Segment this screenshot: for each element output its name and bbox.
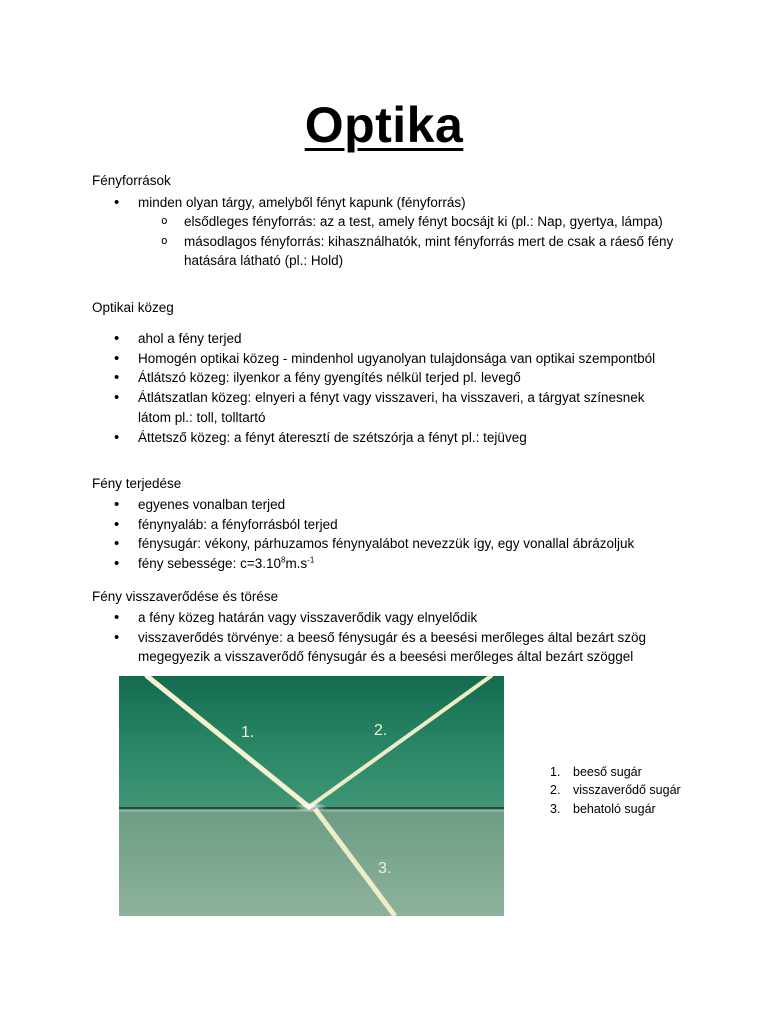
beam-label-2: 2. — [374, 722, 388, 739]
bullet-list-fenyforrasok — [138, 193, 678, 213]
bullet-list-optikai-kozeg — [138, 329, 678, 447]
list-item: • Áttetsző közeg: a fényt áteresztí de szétszórja a fényt pl.: tejüveg — [138, 428, 678, 448]
air-region — [119, 676, 504, 808]
list-item: • fénynyaláb: a fényforrásból terjed — [138, 515, 678, 535]
list-item: o elsődleges fényforrás: az a test, amely fényt bocsájt ki (pl.: Nap, gyertya, lámpa) — [184, 212, 674, 232]
list-item: • Homogén optikai közeg - mindenhol ugyanolyan tulajdonsága van optikai szempontból — [138, 349, 678, 369]
legend-item: 3. behatoló sugár — [550, 801, 656, 816]
section-title-fenyforrasok: Fényforrások — [92, 173, 171, 188]
legend-item: 1. beeső sugár — [550, 765, 642, 779]
section-title-visszaverodes: Fény visszaverődése és törése — [92, 589, 279, 604]
list-item: • fénysugár: vékony, párhuzamos fénynyalábot nevezzük így, egy vonallal ábrázoljuk — [138, 534, 678, 554]
page-title: Optika — [304, 97, 464, 153]
bullet-list-visszaverodes — [138, 608, 678, 667]
list-item — [138, 554, 678, 574]
list-item: • egyenes vonalban terjed — [138, 495, 678, 515]
water-region — [119, 808, 504, 916]
list-item: • Átlátszatlan közeg: elnyeri a fényt vagy visszaveri, ha visszaveri, a tárgyat színesnek látom pl.: toll, tolltartó — [138, 388, 678, 427]
speed-unit-exponent: -1 — [307, 555, 315, 565]
list-item: • Átlátszó közeg: ilyenkor a fény gyengítés nélkül terjed pl. levegő — [138, 368, 678, 388]
list-item: • visszaverődés törvénye: a beeső fénysugár és a beesési merőleges által bezárt szög megegyezik a visszaverődő fénysugár és a beesési merőleges által bezárt szöggel — [138, 628, 678, 667]
beam-label-1: 1. — [241, 724, 255, 741]
figure-legend — [550, 763, 681, 818]
legend-item: 2. visszaverődő sugár — [550, 783, 681, 798]
speed-prefix: fény sebessége: c=3.10 — [138, 556, 281, 572]
speed-unit: m.s — [285, 556, 308, 572]
beam-label-3: 3. — [378, 860, 392, 877]
list-item: • minden olyan tárgy, amelyből fényt kapunk (fényforrás) — [138, 193, 678, 213]
list-item: • a fény közeg határán vagy visszaverődik vagy elnyelődik — [138, 608, 678, 628]
reflection-refraction-photo — [119, 676, 504, 916]
speed-exponent: 8 — [280, 555, 286, 565]
section-title-optikai-kozeg: Optikai közeg — [92, 300, 174, 315]
section-title-feny-terjedese: Fény terjedése — [92, 476, 182, 491]
bullet-list-feny-terjedese — [138, 495, 678, 574]
list-item: o másodlagos fényforrás: kihasználhatók, mint fényforrás mert de csak a ráeső fény hatására látható (pl.: Hold) — [184, 232, 674, 271]
incidence-point-glow — [295, 802, 327, 812]
sub-list-fenyforrasok — [184, 212, 674, 271]
list-item: • ahol a fény terjed — [138, 329, 678, 349]
